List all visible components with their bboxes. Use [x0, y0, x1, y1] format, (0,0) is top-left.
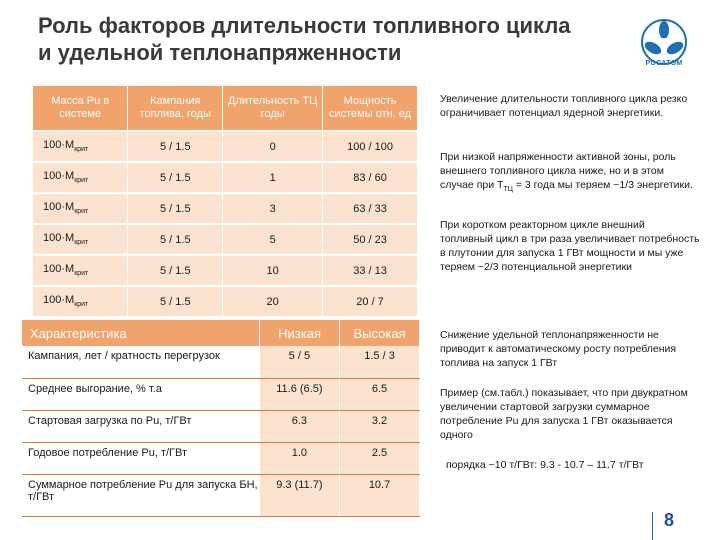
campaign-cell: 5 / 1.5	[128, 162, 223, 193]
column-header: Характеристика	[22, 320, 260, 346]
tc-cell: 5	[223, 224, 323, 255]
note-example: Пример (см.табл.) показывает, что при двукратном увеличении стартовой загрузки суммарное потребление Pu для запуска 1 ГВт оказывается одного	[440, 387, 688, 441]
tc-cell: 1	[223, 162, 323, 193]
column-header: Длительность ТЦ годы	[223, 86, 323, 131]
table-row	[22, 346, 420, 378]
table-row	[33, 224, 418, 255]
slide-title	[38, 12, 608, 66]
low-cell: 11.6 (6.5)	[260, 378, 340, 410]
column-header: Мощность системы отн. ед	[323, 86, 418, 131]
table-row	[22, 410, 420, 442]
column-header: Высокая	[340, 320, 420, 346]
tc-cell: 0	[223, 131, 323, 162]
mass-cell: $100\cdot M_{крит}$	[33, 131, 128, 162]
campaign-cell: 5 / 1.5	[128, 255, 223, 286]
logo-text: РОСАТОМ	[645, 60, 683, 67]
table-row	[33, 193, 418, 224]
characteristics-table	[22, 320, 420, 517]
mass-cell: $100\cdot M_{крит}$	[33, 224, 128, 255]
characteristic-cell: Суммарное потребление Pu для запуска БН, т/ГВт	[22, 474, 260, 516]
low-cell: 6.3	[260, 410, 340, 442]
campaign-cell: 5 / 1.5	[128, 131, 223, 162]
characteristic-cell: Среднее выгорание, % т.а	[22, 378, 260, 410]
power-cell: 83 / 60	[323, 162, 418, 193]
high-cell: 6.5	[340, 378, 420, 410]
table-header-row	[33, 86, 418, 131]
column-header: Низкая	[260, 320, 340, 346]
characteristic-cell: Кампания, лет / кратность перегрузок	[22, 346, 260, 378]
power-cell: 50 / 23	[323, 224, 418, 255]
mass-cell: $100\cdot M_{крит}$	[33, 255, 128, 286]
column-header: Кампания топлива, годы	[128, 86, 223, 131]
campaign-cell: 5 / 1.5	[128, 224, 223, 255]
high-cell: 3.2	[340, 410, 420, 442]
mass-cell: $100\cdot M_{крит}$	[33, 162, 128, 193]
title-line-1: Роль факторов длительности топливного цикла	[38, 13, 571, 38]
power-cell: 33 / 13	[323, 255, 418, 286]
power-cell: 100 / 100	[323, 131, 418, 162]
table-row	[22, 442, 420, 474]
tc-cell: 20	[223, 286, 323, 316]
table-row	[33, 131, 418, 162]
column-header: Масса Pu в системе	[33, 86, 128, 131]
tc-cell: 3	[223, 193, 323, 224]
campaign-cell: 5 / 1.5	[128, 286, 223, 316]
note-fuel-cycle-limit: Увеличение длительности топливного цикла резко ограничивает потенциал ядерной энергетики.	[440, 93, 688, 119]
footer-divider	[652, 512, 653, 540]
low-cell: 9.3 (11.7)	[260, 474, 340, 516]
low-cell: 1.0	[260, 442, 340, 474]
table-row	[33, 255, 418, 286]
page-number: 8	[664, 510, 675, 530]
high-cell: 2.5	[340, 442, 420, 474]
characteristic-cell: Стартовая загрузка по Pu, т/ГВт	[22, 410, 260, 442]
high-cell: 10.7	[340, 474, 420, 516]
note-short-cycle: При коротком реакторном цикле внешний топливный цикл в три раза увеличивает потребность в плутонии для запуска 1 ГВт мощности и мы уже теряем ~2/3 потенциальной энергетики	[440, 219, 700, 273]
characteristic-cell: Годовое потребление Pu, т/ГВт	[22, 442, 260, 474]
note-heat-intensity: Снижение удельной теплонапряженности не приводит к автоматическому росту потребления топлива на запуск 1 ГВт	[440, 329, 677, 369]
table-row	[33, 286, 418, 316]
note-low-intensity: При низкой напряженности активной зоны, роль внешнего топливного цикла ниже, но и в этом случае при $T_{ТЦ} = 3$ года мы теряем ~1/3 энергетики.	[440, 151, 693, 194]
table-row	[33, 162, 418, 193]
power-cell: 63 / 33	[323, 193, 418, 224]
high-cell: 1.5 / 3	[340, 346, 420, 378]
table-row	[22, 474, 420, 516]
note-example-end: порядка ~10 т/ГВт: 9.3 - 10.7 – 11.7 т/ГВт	[446, 459, 644, 471]
table-row	[22, 378, 420, 410]
table-header-row	[22, 320, 420, 346]
tc-cell: 10	[223, 255, 323, 286]
low-cell: 5 / 5	[260, 346, 340, 378]
mass-cell: $100\cdot M_{крит}$	[33, 193, 128, 224]
mass-cell: $100\cdot M_{крит}$	[33, 286, 128, 316]
title-line-2: и удельной теплонапряженности	[38, 40, 402, 65]
fuel-cycle-table	[33, 86, 418, 316]
campaign-cell: 5 / 1.5	[128, 193, 223, 224]
power-cell: 20 / 7	[323, 286, 418, 316]
